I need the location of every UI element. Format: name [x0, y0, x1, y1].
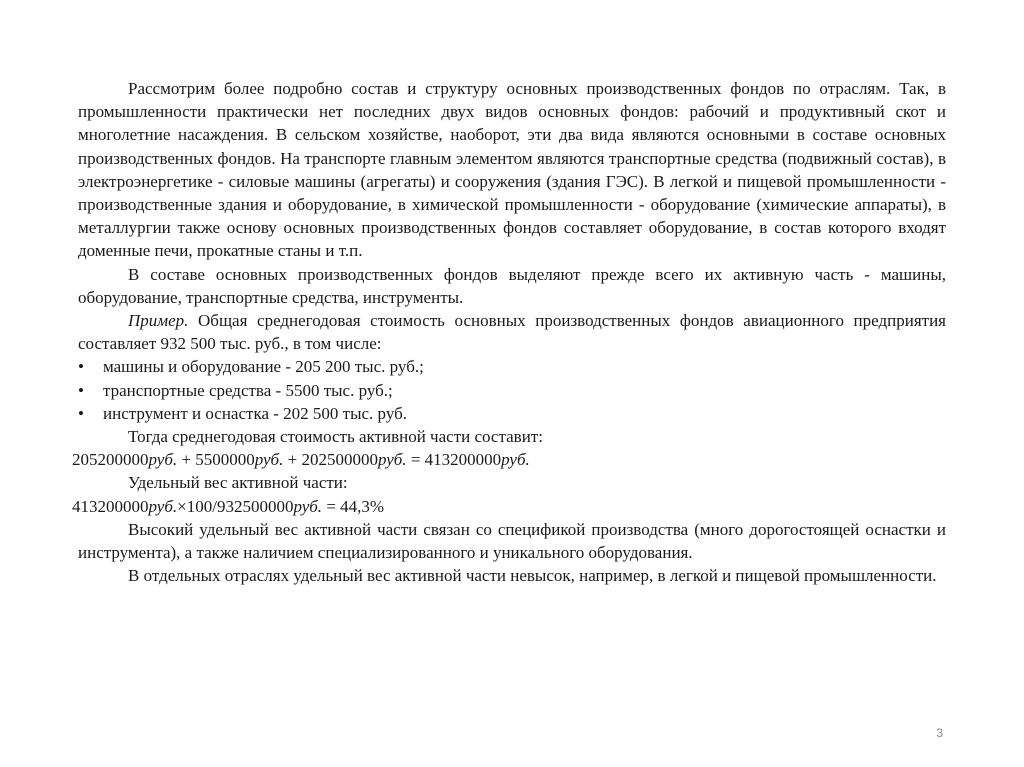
- paragraph-example: [78, 309, 946, 355]
- formula-active-part-value: 205200000руб. + 5500000руб. + 202500000руб. = 413200000руб.: [72, 450, 530, 470]
- paragraph-fixed-assets-structure: Рассмотрим более подробно состав и структуру основных производственных фондов по отраслям. Так, в промышленности практически нет последних двух видов основных фондов: рабочий и продуктивный скот и многолетние насаждения. В сельском хозяйстве, наоборот, эти два вида являются основными в составе основных производственных фондов. На транспорте главным элементом являются транспортные средства (подвижный состав), в электроэнергетике - силовые машины (агрегаты) и сооружения (здания ГЭС). В легкой и пищевой промышленности - производственные здания и оборудование, в химической промышленности - оборудование (химические аппараты), в металлургии также основу основных производственных фондов составляет оборудование, в состав которого входят доменные печи, прокатные станы и т.п.: [78, 79, 946, 261]
- paragraph-low-share: В отдельных отраслях удельный вес активной части невысок, например, в легкой и пищевой промышленности.: [128, 566, 937, 586]
- list-item: • транспортные средства - 5500 тыс. руб.;: [78, 379, 946, 402]
- paragraph-high-share: Высокий удельный вес активной части связан со спецификой производства (много дорогостоящей оснастки и инструмента), а также наличием специализированного и уникального оборудования.: [78, 519, 946, 563]
- list-item: • машины и оборудование - 205 200 тыс. руб.;: [78, 355, 946, 378]
- formula-active-part-share: 413200000руб.×100/932500000руб. = 44,3%: [72, 496, 385, 516]
- bullet-icon: •: [78, 357, 84, 377]
- bullet-icon: •: [78, 403, 84, 423]
- document-body: [72, 77, 946, 587]
- paragraph-active-part: В составе основных производственных фондов выделяют прежде всего их активную часть - машины, оборудование, транспортные средства, инструменты.: [78, 264, 946, 307]
- bullet-list: [78, 355, 946, 425]
- example-text: Общая среднегодовая стоимость основных производственных фондов авиационного предприятия составляет 932 500 тыс. руб., в том числе:: [78, 311, 946, 354]
- page-number: 3: [936, 726, 943, 740]
- list-item: • инструмент и оснастка - 202 500 тыс. руб.: [78, 402, 946, 425]
- formula2-intro: Удельный вес активной части:: [128, 473, 348, 493]
- formula1-intro: Тогда среднегодовая стоимость активной части составит:: [128, 427, 543, 447]
- bullet-icon: •: [78, 380, 84, 400]
- example-label: Пример.: [128, 311, 189, 331]
